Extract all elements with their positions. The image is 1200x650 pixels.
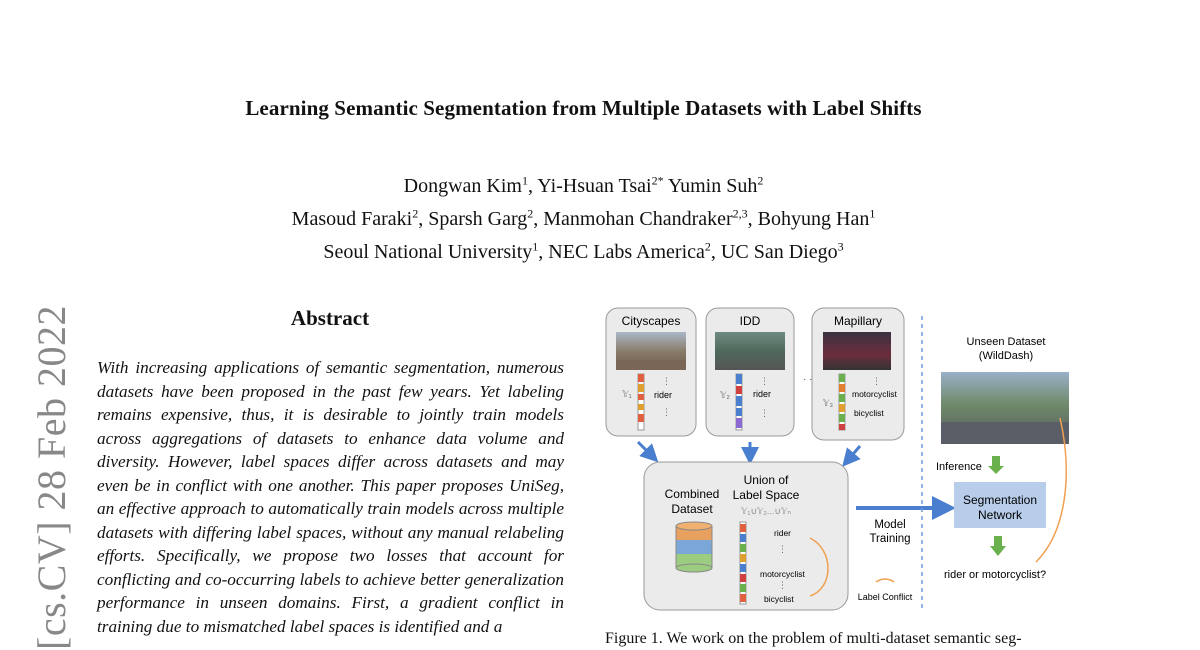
union-bicyclist: bicyclist — [764, 594, 794, 604]
affiliation-superscript: 1 — [532, 239, 539, 254]
affiliation-superscript: 2,3 — [732, 206, 748, 221]
author-name: Bohyung Han — [757, 208, 870, 230]
author-name: Yumin Suh — [667, 175, 758, 197]
svg-text:⋮: ⋮ — [872, 376, 881, 386]
affiliation-name: UC San Diego — [720, 241, 838, 263]
label-bicyclist: bicyclist — [854, 408, 884, 418]
label-vector — [839, 374, 845, 430]
label-space-symbol: 𝕐₂ — [720, 390, 730, 400]
label-rider: rider — [753, 389, 772, 399]
union-label: Union of Label Space — [732, 473, 800, 502]
author-name: Dongwan Kim — [403, 175, 522, 197]
idd-thumbnail — [715, 332, 785, 370]
ellipsis: · · — [803, 374, 813, 385]
author-line-1: Dongwan Kim$^1$, Yi-Hsuan Tsai$^{2*}$ Yumin Suh$^2$ — [403, 173, 764, 197]
label-conflict-legend: Label Conflict — [857, 592, 913, 602]
label-vector — [638, 374, 644, 430]
svg-text:⋮: ⋮ — [760, 408, 769, 418]
green-arrow-down-icon — [988, 456, 1004, 474]
affiliation-superscript: 2* — [651, 173, 664, 188]
svg-text:⋮: ⋮ — [662, 407, 671, 417]
model-training-label: Model Training — [869, 519, 911, 545]
affiliation-superscript: 2 — [757, 173, 764, 188]
affiliation-superscript: 3 — [837, 239, 844, 254]
label-rider: rider — [654, 390, 673, 400]
mapillary-thumbnail — [823, 332, 891, 370]
abstract-text: With increasing applications of semantic segmentation, numerous datasets have been proposed in the past few years. Yet labeling remains expensive, thus, it is desirable to jointly train models across aggregations of datasets to enhance data volume and diversity. However, label spaces differ across datasets and may even be in conflict with one another. This paper proposes UniSeg, an effective approach to automatically train models across multiple datasets with differing label spaces, without any manual relabeling efforts. Specifically, we propose two losses that account for conflicting and co-occurring labels to achieve better generalization performance in unseen domains. First, a gradient conflict in training due to mismatched label spaces is identified and a — [97, 358, 564, 636]
arrow-cityscapes — [638, 442, 652, 456]
affiliation-superscript: 2 — [527, 206, 534, 221]
svg-text:⋮: ⋮ — [662, 376, 671, 386]
inference-label: Inference — [936, 461, 982, 473]
union-rider: rider — [774, 528, 792, 538]
svg-text:⋮: ⋮ — [778, 544, 787, 554]
author-name: Manmohan Chandraker — [543, 208, 733, 230]
combined-dataset-label: Combined Dataset — [664, 487, 720, 516]
arxiv-stamp: [cs.CV] 28 Feb 2022 — [29, 304, 74, 650]
affiliation-superscript: 1 — [521, 173, 528, 188]
dataset-name: IDD — [739, 314, 761, 328]
label-space-symbol: 𝕐₃ — [822, 398, 834, 408]
union-motorcyclist: motorcyclist — [760, 569, 805, 579]
unseen-dataset-title: Unseen Dataset (WildDash) — [966, 336, 1046, 362]
dataset-box-cityscapes — [606, 308, 696, 436]
dataset-box-mapillary — [812, 308, 904, 440]
question-label: rider or motorcyclist? — [944, 569, 1047, 581]
dataset-box-idd — [706, 308, 794, 436]
svg-text:⋮: ⋮ — [760, 376, 769, 386]
affiliation-superscript: 2 — [704, 239, 711, 254]
union-formula: 𝕐₁∪𝕐₂...∪𝕐ₙ — [741, 506, 791, 516]
affiliation-superscript: 2 — [412, 206, 419, 221]
affiliation-superscript: 1 — [869, 206, 876, 221]
author-name: Sparsh Garg — [428, 208, 528, 230]
author-name: Yi-Hsuan Tsai — [537, 175, 652, 197]
dataset-name: Cityscapes — [621, 314, 681, 328]
affiliation-line: Seoul National University$^1$, NEC Labs America$^2$, UC San Diego$^3$ — [323, 239, 844, 263]
union-label-vector — [740, 522, 746, 604]
arrow-mapillary — [848, 446, 860, 460]
svg-text:⋮: ⋮ — [778, 580, 787, 590]
conflict-legend-curve — [876, 579, 894, 582]
author-name: Masoud Faraki — [291, 208, 413, 230]
figure-caption: Figure 1. We work on the problem of multi-dataset semantic seg- — [605, 630, 1022, 647]
figure-1 — [598, 300, 1078, 620]
combined-dataset-box — [644, 462, 848, 610]
paper-title: Learning Semantic Segmentation from Multiple Datasets with Label Shifts — [245, 96, 922, 120]
label-space-symbol: 𝕐₁ — [622, 389, 632, 399]
author-line-2: Masoud Faraki$^2$, Sparsh Garg$^2$, Manmohan Chandraker$^{2,3}$, Bohyung Han$^1$ — [291, 206, 876, 230]
author-block — [0, 170, 1167, 269]
affiliation-name: NEC Labs America — [548, 241, 705, 263]
green-arrow-down-icon — [990, 536, 1006, 556]
label-motorcyclist: motorcyclist — [852, 389, 897, 399]
affiliation-name: Seoul National University — [323, 241, 533, 263]
database-icon — [676, 522, 712, 572]
abstract-heading: Abstract — [290, 306, 370, 330]
label-vector — [736, 374, 742, 430]
dataset-name: Mapillary — [833, 314, 883, 328]
segmentation-network-label: Segmentation Network — [962, 493, 1038, 522]
